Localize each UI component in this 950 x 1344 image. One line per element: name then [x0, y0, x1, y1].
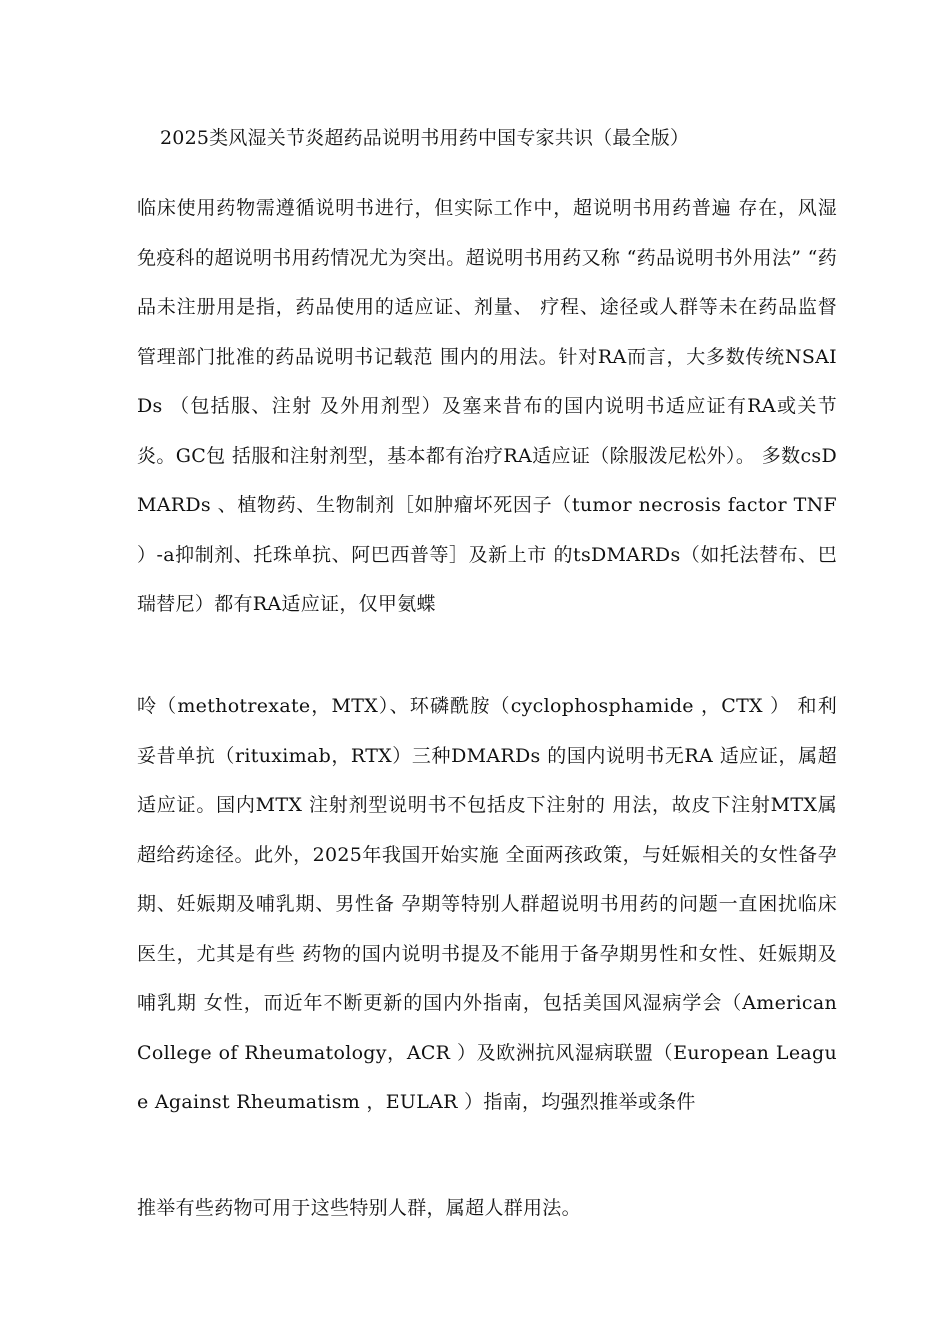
page-title: 2025类风湿关节炎超药品说明书用药中国专家共识（最全版） — [160, 127, 690, 149]
body-paragraph-1: 临床使用药物需遵循说明书进行，但实际工作中，超说明书用药普遍 存在，风湿免疫科的超说明书用药情况尤为突出。超说明书用药又称 “药品说明书外用法” “药品未注册用是指，药品使用的适应证、剂量、 疗程、途径或人群等未在药品监督管理部门批准的药品说明书记载范 围内的用法。针对RA而言，大多数传统NSAIDs （包括服、注射 及外用剂型）及塞来昔布的国内说明书适应证有RA或关节炎。GC包 括服和注射剂型，基本都有治疗RA适应证（除服泼尼松外）。 多数csDMARDs 、植物药、生物制剂［如肿瘤坏死因子（tumor necrosis factor TNF ）-a抑制剂、托珠单抗、阿巴西普等］及新上市 的tsDMARDs（如托法替布、巴瑞替尼）都有RA适应证，仅甲氨蝶 — [137, 197, 837, 615]
body-paragraph-3: 推举有些药物可用于这些特别人群，属超人群用法。 — [137, 1197, 581, 1219]
body-paragraph-2: 呤（methotrexate，MTX）、环磷酰胺（cyclophosphamide ，CTX ） 和利妥昔单抗（rituximab，RTX）三种DMARDs 的国内说明书无RA 适应证，属超适应证。国内MTX 注射剂型说明书不包括皮下注射的 用法，故皮下注射MTX属超给药途径。此外，2025年我国开始实施 全面两孩政策，与妊娠相关的女性备孕期、妊娠期及哺乳期、男性备 孕期等特别人群超说明书用药的问题一直困扰临床医生，尤其是有些 药物的国内说明书提及不能用于备孕期男性和女性、妊娠期及哺乳期 女性，而近年不断更新的国内外指南，包括美国风湿病学会（American College of Rheumatology，ACR ）及欧洲抗风湿病联盟（European League Against Rheumatism ，EULAR ）指南，均强烈推举或条件 — [137, 695, 837, 1113]
